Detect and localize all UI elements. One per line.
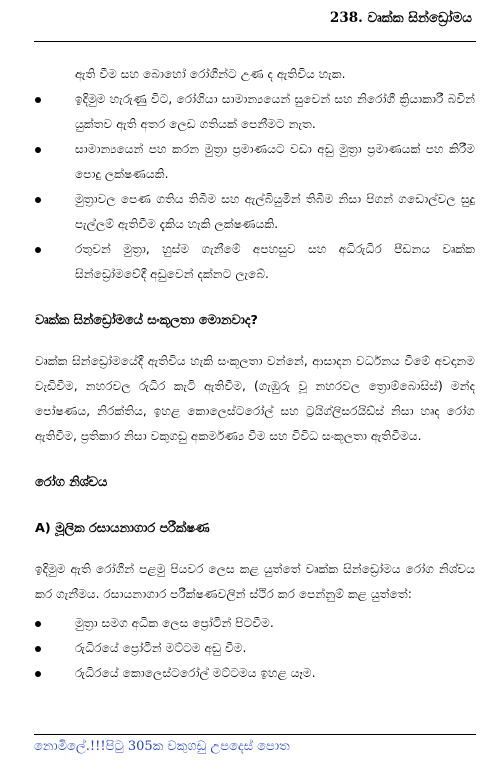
list-item: ඉදිමුම හැරුණු විට, රෝගියා සාමාන්‍යයෙන් සුවෙන් සහ නිරෝගී ක්‍රියාකාරී බවින් යුක්තව ඇති අතර ලෙඩ ගතියක් පෙනීමට නැත. xyxy=(35,87,475,137)
list-item: රතුවන් මුත්‍රා, හුස්ම ගැනීමේ අපහසුව සහ අධිරුධිර පීඩනය වෘක්ක සින්ඩ්‍රෝමවේදී අඩුවෙන් දක්නට ලැබේ. xyxy=(35,237,475,287)
page-title: 238. වෘක්ක සින්ඩ්‍රෝමය xyxy=(329,10,472,26)
intro-continuation: ඇති වීම සහ බොහෝ රෝගීන්ට උණ ද ඇතිවිය හැක. xyxy=(75,67,346,81)
footer-promo-text: නොමිලේ.!!!පිටු 305ක වකුගඩු උපදෙස් පොත xyxy=(34,739,290,754)
symptom-list xyxy=(35,87,475,287)
list-item: මුත්‍රාවල පෙණ ගතිය තිබීම සහ ඇල්බියුමින් තිබීම නිසා පිගන් ගඩොල්වල සුදු පැල්ලම් ඇතිවීම දැකිය හැකි ලක්ෂණයකි. xyxy=(35,187,475,237)
bullet-icon xyxy=(35,671,41,677)
complications-heading: වෘක්ක සින්ඩ්‍රෝමයේ සංකූලතා මොනවාද? xyxy=(35,313,258,328)
bullet-icon xyxy=(35,621,41,627)
bullet-icon xyxy=(35,147,41,153)
bullet-icon xyxy=(35,646,41,652)
list-item: රුධිරයේ ප්‍රෝටීන් මට්ටම අඩු වීම. xyxy=(35,636,475,661)
diagnosis-heading: රෝග නිශ්චය xyxy=(35,475,108,490)
bullet-icon xyxy=(35,97,41,103)
lab-tests-subheading: A) මූලික රසායනාගාර පරීක්ෂණ xyxy=(35,521,210,536)
findings-list xyxy=(35,611,475,686)
list-item: සාමාන්‍යයෙන් පහ කරන මුත්‍රා ප්‍රමාණයට වඩා අඩු මුත්‍රා ප්‍රමාණයක් පහ කිරීම පොදු ලක්ෂණයකි. xyxy=(35,137,475,187)
list-item: මුත්‍රා සමග අධික ලෙස ප්‍රෝටීන් පිටවීම. xyxy=(35,611,475,636)
bullet-icon xyxy=(35,197,41,203)
page-content xyxy=(35,62,475,686)
complications-paragraph: වෘක්ක සින්ඩ්‍රෝමයේදී ඇතිවිය හැකි සංකූලතා වන්නේ, ආසාදන වර්ධනය වීමේ අවදානම වැඩිවීම, නහරවල රුධිර කැටි ඇතිවීම, (ගැඹුරු වූ නහරවල ත්‍රොම්බොසිස්) මන්ද පෝෂණය, නිරක්තිය, ඉහළ කොලෙස්ටරෝල් සහ ට්‍රයිග්ලිසරයිඩ්ස් නිසා හෘද රෝග ඇතිවීම, ප්‍රතිකාර නිසා වකුගඩු අකර්මණ්‍ය වීම සහ විවිධ සංකූලතා ඇතිවීමය. xyxy=(35,354,475,443)
header-divider xyxy=(34,41,476,42)
list-item: රුධිරයේ කොලෙස්ටරෝල් මට්ටමය ඉහළ යෑම. xyxy=(35,661,475,686)
bullet-icon xyxy=(35,247,41,253)
diagnosis-paragraph: ඉදිමුම ඇති රෝගීන් පළමු පියවර ලෙස කළ යුත්තේ වෘක්ක සින්ඩ්‍රෝමය රෝග නිශ්චය කර ගැනීමය. රසායනාගාර පරීක්ෂණවලින් ස්ථිර කර පෙන්නුම් කළ යුත්තේ: xyxy=(35,562,475,601)
footer-divider xyxy=(34,734,476,735)
